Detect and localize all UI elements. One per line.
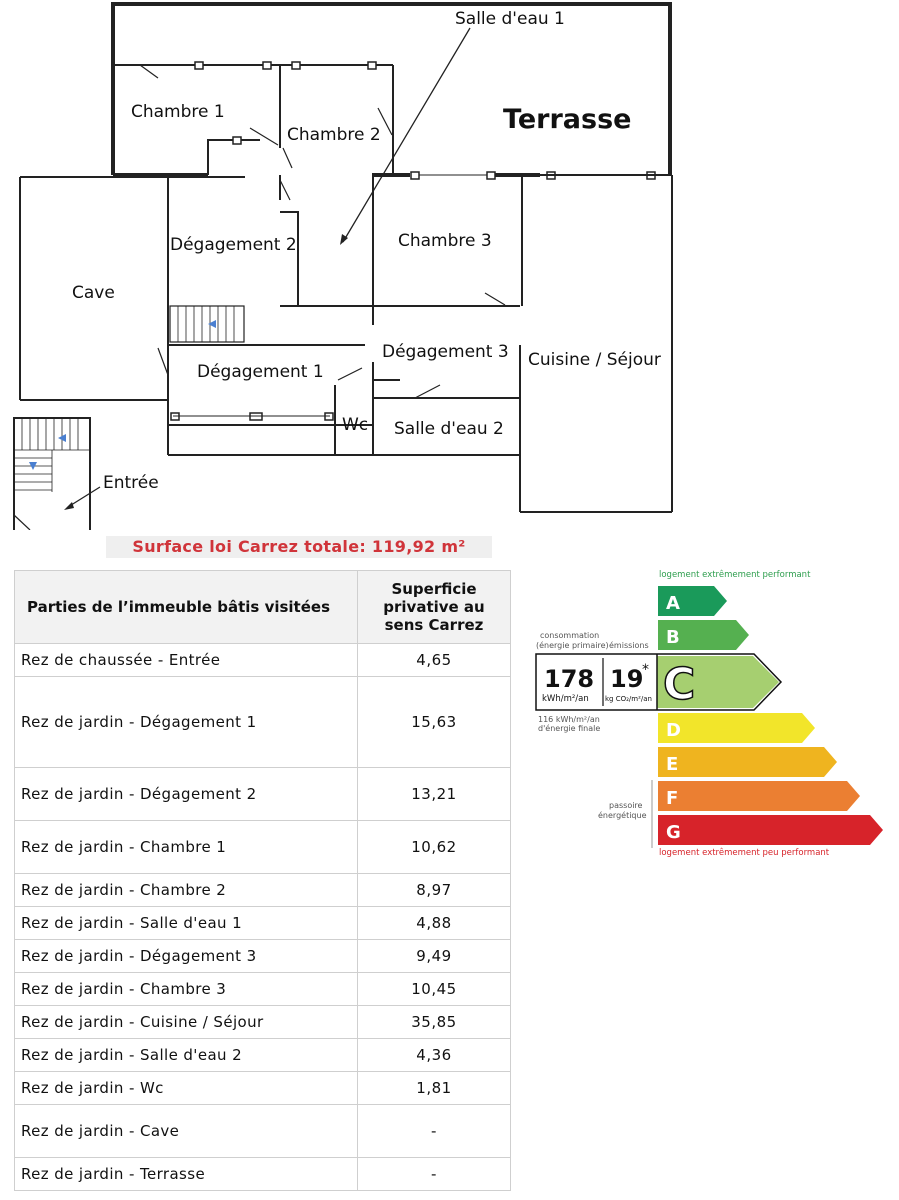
dpe-class-e-bar xyxy=(658,747,837,777)
surface-total-banner: Surface loi Carrez totale: 119,92 m² xyxy=(106,536,492,558)
room-label-cave: Cave xyxy=(72,283,115,303)
row-area: - xyxy=(358,1158,511,1191)
table-row xyxy=(14,1006,511,1039)
room-label-chambre-3: Chambre 3 xyxy=(398,231,492,251)
table-row xyxy=(14,677,511,768)
table-row xyxy=(14,973,511,1006)
row-area: 4,88 xyxy=(358,907,511,940)
dpe-consumption-unit: kWh/m²/an xyxy=(542,694,589,704)
dpe-class-e-letter: E xyxy=(666,754,679,775)
dpe-current-class-letter: C xyxy=(663,659,696,710)
energy-label xyxy=(530,566,890,866)
header-surface: Superficie privative au sens Carrez xyxy=(358,570,511,644)
row-area: 4,36 xyxy=(358,1039,511,1072)
dpe-class-g-bar xyxy=(658,815,883,845)
row-area: 1,81 xyxy=(358,1072,511,1105)
row-part: Rez de jardin - Dégagement 1 xyxy=(14,677,358,768)
row-area: 15,63 xyxy=(358,677,511,768)
header-parts: Parties de l’immeuble bâtis visitées xyxy=(14,570,358,644)
room-label-degagement-1: Dégagement 1 xyxy=(197,362,324,382)
row-area: 8,97 xyxy=(358,874,511,907)
floor-plan xyxy=(0,0,899,530)
surface-table xyxy=(14,570,511,1191)
room-label-salle-eau-1: Salle d'eau 1 xyxy=(455,9,565,29)
room-label-chambre-1: Chambre 1 xyxy=(131,102,225,122)
room-label-degagement-3: Dégagement 3 xyxy=(382,342,509,362)
table-header-row xyxy=(14,570,511,644)
dpe-consumption-value: 178 xyxy=(544,665,595,693)
dpe-class-d-bar xyxy=(658,713,815,743)
table-row xyxy=(14,940,511,973)
dpe-class-a-letter: A xyxy=(666,593,680,614)
room-label-chambre-2: Chambre 2 xyxy=(287,125,381,145)
dpe-emissions-unit: kg CO₂/m²/an xyxy=(605,695,652,703)
row-part: Rez de jardin - Cave xyxy=(14,1105,358,1158)
table-row xyxy=(14,874,511,907)
table-row xyxy=(14,1105,511,1158)
room-label-cuisine-sejour: Cuisine / Séjour xyxy=(528,350,661,370)
row-area: - xyxy=(358,1105,511,1158)
dpe-emissions-value: 19 xyxy=(610,665,644,693)
row-area: 10,45 xyxy=(358,973,511,1006)
room-label-entree: Entrée xyxy=(103,473,159,493)
table-row xyxy=(14,768,511,821)
dpe-final-energy-1: 116 kWh/m²/an xyxy=(538,715,600,724)
dpe-final-energy-2: d'énergie finale xyxy=(538,724,601,733)
room-label-wc: Wc xyxy=(342,415,369,435)
row-part: Rez de jardin - Dégagement 3 xyxy=(14,940,358,973)
table-row xyxy=(14,1039,511,1072)
room-label-terrasse: Terrasse xyxy=(503,104,632,135)
row-part: Rez de jardin - Dégagement 2 xyxy=(14,768,358,821)
row-area: 4,65 xyxy=(358,644,511,677)
dpe-class-c-tip xyxy=(753,656,779,708)
dpe-emissions-label: émissions xyxy=(609,641,649,650)
dpe-class-g-letter: G xyxy=(666,822,681,843)
table-row xyxy=(14,1072,511,1105)
row-part: Rez de jardin - Cuisine / Séjour xyxy=(14,1006,358,1039)
row-part: Rez de jardin - Salle d'eau 2 xyxy=(14,1039,358,1072)
row-part: Rez de jardin - Chambre 1 xyxy=(14,821,358,874)
dpe-passoire-2: énergétique xyxy=(598,811,647,820)
dpe-top-label: logement extrêmement performant xyxy=(659,570,811,580)
dpe-emissions-star: * xyxy=(642,662,649,678)
table-row xyxy=(14,821,511,874)
row-part: Rez de jardin - Wc xyxy=(14,1072,358,1105)
row-part: Rez de jardin - Salle d'eau 1 xyxy=(14,907,358,940)
table-row xyxy=(14,1158,511,1191)
dpe-class-f-bar xyxy=(658,781,860,811)
row-area: 9,49 xyxy=(358,940,511,973)
dpe-consumption-label: consommation xyxy=(540,631,600,640)
table-row xyxy=(14,644,511,677)
dpe-class-b-letter: B xyxy=(666,627,680,648)
row-area: 13,21 xyxy=(358,768,511,821)
room-label-degagement-2: Dégagement 2 xyxy=(170,235,297,255)
row-area: 35,85 xyxy=(358,1006,511,1039)
row-part: Rez de chaussée - Entrée xyxy=(14,644,358,677)
row-part: Rez de jardin - Chambre 3 xyxy=(14,973,358,1006)
dpe-class-d-letter: D xyxy=(666,720,681,741)
dpe-consumption-sub: (énergie primaire) xyxy=(536,641,609,650)
dpe-passoire-1: passoire xyxy=(609,801,643,810)
dpe-class-f-letter: F xyxy=(666,788,679,809)
room-label-salle-eau-2: Salle d'eau 2 xyxy=(394,419,504,439)
row-area: 10,62 xyxy=(358,821,511,874)
dpe-bottom-label: logement extrêmement peu performant xyxy=(659,848,830,858)
row-part: Rez de jardin - Chambre 2 xyxy=(14,874,358,907)
table-row xyxy=(14,907,511,940)
row-part: Rez de jardin - Terrasse xyxy=(14,1158,358,1191)
